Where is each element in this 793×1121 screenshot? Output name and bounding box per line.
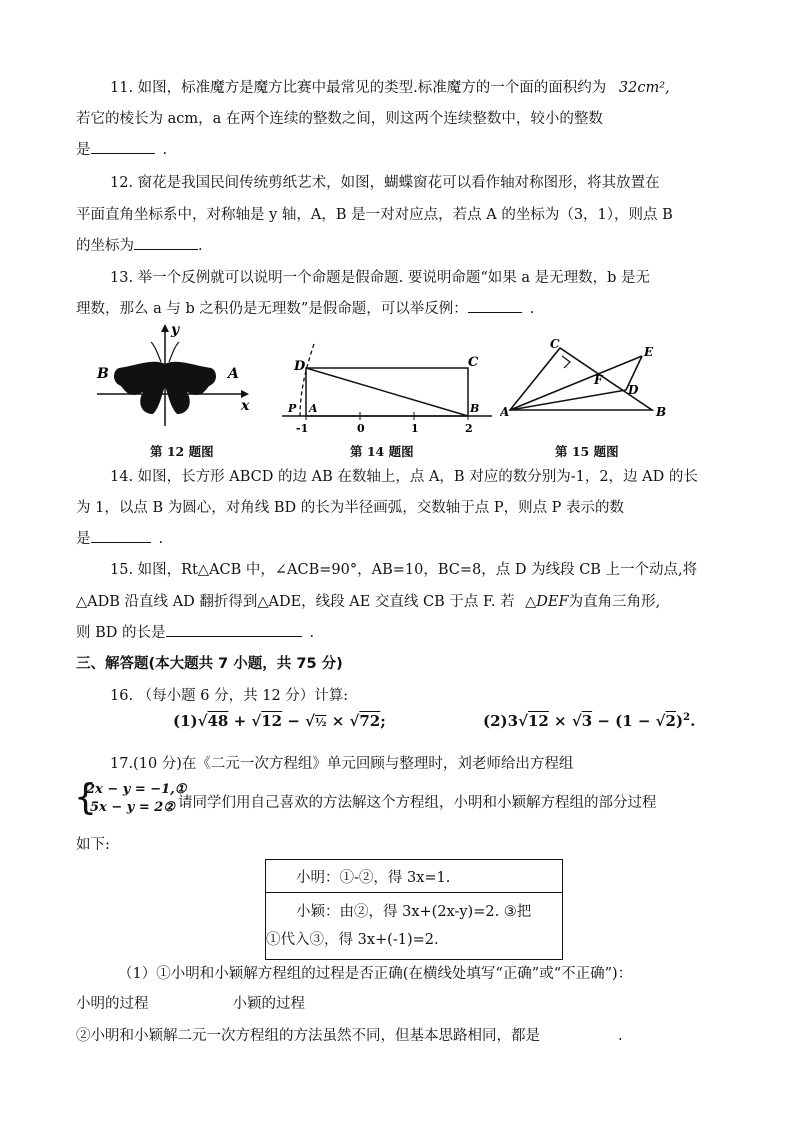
q12-line2: 平面直角坐标系中，对称轴是 y 轴，A，B 是一对对应点，若点 A 的坐标为（3，1），则点 B — [76, 207, 673, 223]
fig15-label-F: F — [594, 373, 603, 387]
q15-line2 — [76, 590, 660, 611]
q17-table-ying-line1: 小颖：由②，得 3x+(2x-y)=2. ③把 — [296, 904, 532, 920]
q11-area: 32cm², — [618, 80, 670, 96]
section3-title: 三、解答题(本大题共 7 小题，共 75 分) — [76, 656, 343, 672]
q16-part1-label: (1) — [173, 712, 198, 730]
q11-line3-post: . — [162, 142, 168, 158]
q14-answer-blank[interactable] — [91, 528, 151, 543]
fig12-label-x: x — [241, 398, 250, 414]
q16-part2-expression: $3√12 \times √3 - (1 - √2)^2$ — [507, 712, 691, 730]
fig12-label-A: A — [228, 366, 239, 382]
fig15-label-D: D — [628, 383, 639, 397]
q16-part1-tail: ; — [380, 712, 386, 730]
q16-part1 — [173, 712, 386, 730]
q14-line3-pre: 是 — [76, 531, 91, 547]
q17-eq2: 5x − y = 2② — [90, 800, 175, 815]
fig12-right-wing — [165, 362, 216, 414]
q14-line2: 为 1，以点 B 为圆心，对角线 BD 的长为半径画弧，交数轴于点 P，则点 P 表示的数 — [76, 500, 625, 516]
fig15-segment-AD — [510, 390, 626, 410]
q16-part2-tail: . — [690, 712, 696, 730]
q17-table-row-ying — [266, 893, 563, 960]
fig15-segment-AE — [510, 356, 642, 410]
q16-part1-expression: √48 + √12 − √½ × √72 — [197, 712, 381, 730]
fig15-label-E: E — [644, 345, 654, 359]
fig12-label-y: y — [171, 322, 180, 338]
fig14-label-D: D — [294, 359, 306, 374]
q11-line2: 若它的棱长为 acm，a 在两个连续的整数之间，则这两个连续整数中，较小的整数 — [76, 111, 603, 127]
fig12-left-wing — [114, 362, 165, 414]
q14-line3-post: . — [158, 531, 164, 547]
q17-table-ying-line2: ①代入③，得 3x+(-1)=2. — [266, 932, 439, 948]
q11-line3-pre: 是 — [76, 142, 91, 158]
q13-line2 — [76, 297, 534, 318]
fig14-tick-label-1: 1 — [411, 422, 419, 435]
q11-line1 — [110, 76, 670, 97]
fig12-butterfly-diagram — [95, 322, 255, 430]
fig12-y-arrow — [161, 324, 169, 332]
q17-sub1: （1）①小明和小颖解方程组的过程是否正确(在横线处填写“正确”或“不正确”)： — [118, 966, 633, 982]
q17-line1: 17.(10 分)在《二元一次方程组》单元回顾与整理时，刘老师给出方程组 — [110, 756, 574, 772]
q15-line2-pre: △ADB 沿直线 AD 翻折得到△ADE，线段 AE 交直线 CB 于点 F. 若 — [76, 594, 515, 610]
fig14-label-B: B — [470, 402, 480, 415]
q13-line2-post: . — [529, 301, 535, 317]
q13-answer-blank[interactable] — [468, 298, 522, 313]
q17-line3: 如下: — [76, 837, 110, 853]
q15-line2-post: 为直角三角形, — [568, 594, 661, 610]
q16-part2-label: (2) — [483, 712, 508, 730]
fig15-label-B: B — [656, 405, 667, 419]
fig12-x-arrow — [241, 390, 249, 398]
q12-line3 — [76, 234, 203, 255]
q12-line1: 12. 窗花是我国民间传统剪纸艺术，如图，蝴蝶窗花可以看作轴对称图形，将其放置在 — [110, 175, 660, 191]
q15-math-DEF: △DEF — [525, 594, 569, 610]
fig15-triangle-diagram — [500, 338, 680, 426]
q16-line1: 16. （每小题 6 分，共 12 分）计算: — [110, 688, 349, 704]
fig12-label-B: B — [97, 366, 109, 382]
q17-line2: 请同学们用自己喜欢的方法解这个方程组，小明和小颖解方程组的部分过程 — [178, 795, 657, 811]
q17-sub2 — [76, 1024, 623, 1045]
q17-solution-table — [265, 859, 563, 960]
fig14-label-A: A — [309, 402, 318, 415]
q14-line1: 14. 如图，长方形 ABCD 的边 AB 在数轴上，点 A，B 对应的数分别为-1，2，边 AD 的长 — [110, 469, 698, 485]
q14-line3 — [76, 527, 163, 548]
q17-sub2-post: . — [618, 1028, 623, 1044]
fig14-rectangle-diagram — [278, 340, 498, 436]
q15-line3-pre: 则 BD 的长是 — [76, 625, 166, 641]
fig15-right-angle-mark — [562, 356, 570, 368]
fig15-label-C: C — [550, 338, 560, 351]
q12-line3-pre: 的坐标为 — [76, 238, 134, 254]
fig14-caption: 第 14 题图 — [350, 444, 414, 459]
q11-answer-blank[interactable] — [91, 139, 155, 154]
q11-line3 — [76, 138, 167, 159]
q15-answer-blank[interactable] — [166, 622, 302, 637]
fig14-diagonal-BD — [306, 368, 468, 416]
q17-eq1: 2x − y = −1,① — [86, 782, 187, 797]
q17-table-row-ming: 小明：①-②，得 3x=1. — [266, 860, 563, 893]
q11-text: 11. 如图，标准魔方是魔方比赛中最常见的类型.标准魔方的一个面的面积约为 — [110, 80, 607, 96]
fig14-tick-label-2: 2 — [465, 422, 473, 435]
q12-answer-blank[interactable] — [134, 235, 198, 250]
q13-line2-pre: 理数，那么 a 与 b 之积仍是无理数”是假命题，可以举反例： — [76, 301, 468, 317]
q17-sub1-ying-label: 小颖的过程 — [232, 996, 305, 1012]
q16-part2 — [483, 712, 695, 730]
q17-sub1-ming-label: 小明的过程 — [76, 996, 149, 1012]
q15-line1: 15. 如图，Rt△ACB 中，∠ACB=90°，AB=10，BC=8，点 D 为线段 CB 上一个动点,将 — [110, 562, 698, 578]
q15-line3-post: . — [309, 625, 315, 641]
fig14-label-P: P — [288, 402, 297, 415]
fig14-label-C: C — [468, 355, 479, 370]
fig14-tick-label-0: 0 — [357, 422, 365, 435]
q17-sub1-answers — [76, 992, 305, 1013]
fig15-label-A: A — [500, 405, 510, 419]
fig15-caption: 第 15 题图 — [555, 444, 619, 459]
fig12-caption: 第 12 题图 — [150, 444, 214, 459]
q13-line1: 13. 举一个反例就可以说明一个命题是假命题. 要说明命题“如果 a 是无理数，b 是无 — [110, 270, 651, 286]
q15-line3 — [76, 621, 314, 642]
q12-line3-post: . — [198, 238, 203, 254]
q17-equation-brace: { — [74, 777, 97, 818]
q17-sub2-pre: ②小明和小颖解二元一次方程组的方法虽然不同，但基本思路相同，都是 — [76, 1028, 540, 1044]
fig14-tick-label-neg1: -1 — [296, 422, 309, 435]
